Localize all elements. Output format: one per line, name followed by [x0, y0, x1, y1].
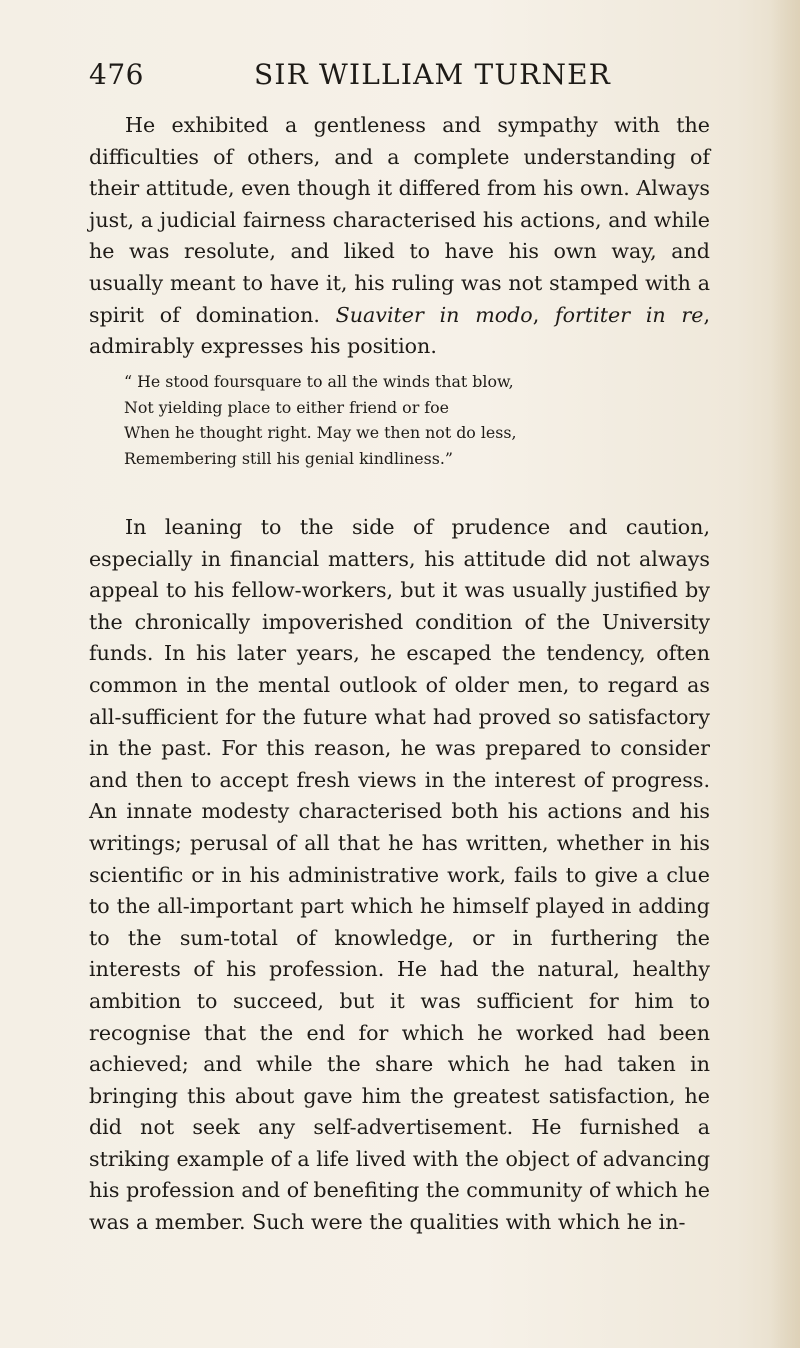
- latin-phrase-separator: ,: [532, 302, 556, 327]
- paragraph-2: In leaning to the side of prudence and caution, especially in financial matters, his attitude did not always appeal to his fellow-workers, but it was usually justified by the chronically impoverished condition of the University funds. In his later years, he escaped the tendency, often common in the mental outlook of older men, to regard as all-sufficient for the future what had proved so satisfactory in the past. For this reason, he was prepared to consider and then to accept fresh views in the interest of progress. An innate modesty characterised both his actions and his writings; perusal of all that he has written, whether in his scientific or in his administrative work, fails to give a clue to the all-important part which he himself played in adding to the sum-total of knowledge, or in furthering the interests of his profession. He had the natural, healthy ambition to succeed, but it was sufficient for him to recognise that the end for which he worked had been achieved; and while the share which he had taken in bringing this about gave him the greatest satisfaction, he did not seek any self-advertisement. He furnished a striking example of a life lived with the object of advancing his profession and of benefiting the community of which he was a member. Such were the qualities with which he in-: [89, 515, 710, 1235]
- verse-line: When he thought right. May we then not do less,: [124, 423, 517, 442]
- verse-line: Remembering still his genial kindliness.”: [124, 448, 453, 468]
- page-number: 476: [89, 58, 144, 91]
- page-edge-shadow: [770, 0, 800, 1348]
- paragraph-1: [89, 110, 710, 363]
- latin-phrase-2: fortiter in re: [555, 302, 704, 327]
- page-header: [89, 58, 709, 98]
- latin-phrase-1: Suaviter in modo: [335, 302, 533, 327]
- verse-line: Not yielding place to either friend or foe: [124, 397, 449, 417]
- paragraph-1-ending: , admirably expresses his position.: [89, 302, 711, 359]
- paragraph-1-text: He exhibited a gentleness and sympathy with the difficulties of others, and a complete understanding of their attitude, even though it differed from his own. Always just, a judicial fairness characterised his actions, and while he was resolute, and liked to have his own way, and usually meant to have it, his ruling was not stamped with a spirit of domination.: [89, 113, 710, 327]
- running-head: SIR WILLIAM TURNER: [254, 58, 612, 91]
- verse-line: “ He stood foursquare to all the winds that blow,: [124, 372, 514, 391]
- verse-quotation: [124, 369, 704, 471]
